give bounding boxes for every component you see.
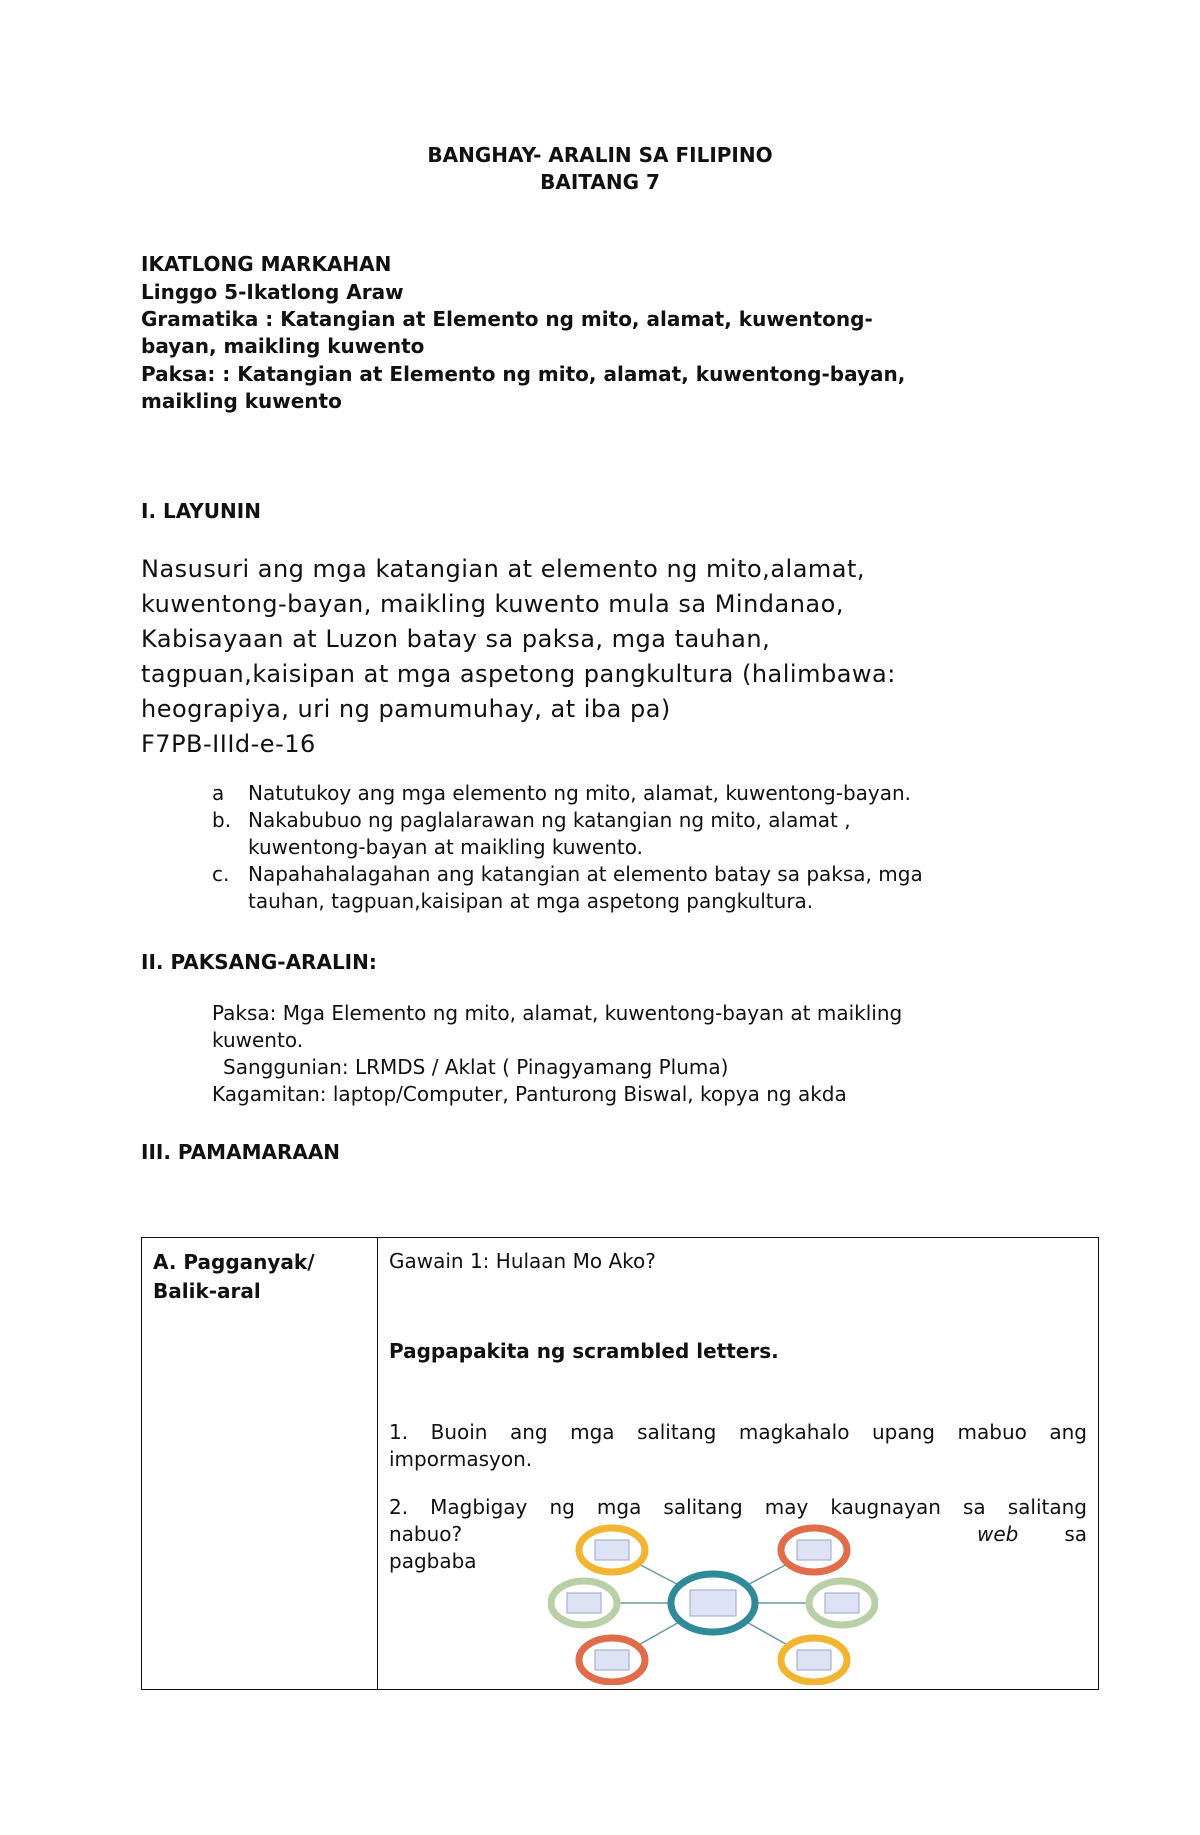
list-marker: a (212, 781, 225, 805)
paksa-line-2: maikling kuwento (141, 389, 342, 413)
layunin-heading: I. LAYUNIN (141, 499, 261, 523)
web-node-top-left (579, 1528, 645, 1572)
list-item: b. Nakabubuo ng paglalarawan ng katangian ng mito, alamat , kuwentong-bayan at maikling kuwento. (212, 808, 851, 859)
web-node-top-right (781, 1528, 847, 1572)
step-1: 1. Buoin ang mga salitang magkahalo upang mabuo ang impormasyon. (389, 1420, 1087, 1471)
web-node-bottom-left (579, 1638, 645, 1682)
week-day-label: Linggo 5-Ikatlong Araw (141, 280, 404, 304)
competency-code: F7PB-IIId-e-16 (141, 730, 316, 758)
pamamaraan-heading: III. PAMAMARAAN (141, 1140, 341, 1164)
web-node-right (809, 1581, 875, 1625)
gramatika-line-2: bayan, maikling kuwento (141, 334, 425, 358)
objective-line: tagpuan,kaisipan at mga aspetong pangkultura (halimbawa: (141, 660, 896, 688)
sanggunian-text: Sanggunian: LRMDS / Aklat ( Pinagyamang Pluma) (223, 1055, 729, 1079)
paksa-text: Paksa: Mga Elemento ng mito, alamat, kuwentong-bayan at maikling (212, 1001, 903, 1025)
row-label-cell: A. Pagganyak/ Balik-aral (142, 1238, 378, 1690)
gramatika-line-1: Gramatika : Katangian at Elemento ng mito, alamat, kuwentong- (141, 307, 873, 331)
web-node-center (671, 1574, 755, 1632)
list-marker: b. (212, 808, 232, 832)
concept-web-diagram (548, 1520, 878, 1685)
kagamitan-text: Kagamitan: laptop/Computer, Panturong Biswal, kopya ng akda (212, 1082, 847, 1106)
gawain-title: Gawain 1: Hulaan Mo Ako? (389, 1249, 656, 1273)
objective-line: kuwentong-bayan, maikling kuwento mula sa Mindanao, (141, 590, 844, 618)
objective-line: heograpiya, uri ng pamumuhay, at iba pa) (141, 695, 671, 723)
web-node-bottom-right (781, 1638, 847, 1682)
list-item: a Natutukoy ang mga elemento ng mito, alamat, kuwentong-bayan. (212, 781, 912, 805)
step-2: 2. Magbigay ng mga salitang may kaugnayan sa salitang nabuo? web sa pagbaba (389, 1495, 1087, 1573)
list-item: c. Napahahalagahan ang katangian at elemento batay sa paksa, mga tauhan, tagpuan,kaisipan at mga aspetong pangkultura. (212, 862, 923, 913)
document-title: BANGHAY- ARALIN SA FILIPINO (427, 143, 773, 167)
objective-paragraph (141, 552, 1041, 762)
objective-line: Nasusuri ang mga katangian at elemento ng mito,alamat, (141, 555, 866, 583)
quarter-label: IKATLONG MARKAHAN (141, 252, 392, 276)
web-node-left (551, 1581, 617, 1625)
paksa-line-1: Paksa: : Katangian at Elemento ng mito, alamat, kuwentong-bayan, (141, 362, 906, 386)
activity-subheading: Pagpapakita ng scrambled letters. (389, 1339, 779, 1363)
objectives-list (212, 780, 1072, 915)
paksa-text-cont: kuwento. (212, 1028, 304, 1052)
paksang-aralin-body (212, 1000, 1072, 1108)
list-marker: c. (212, 862, 230, 886)
objective-line: Kabisayaan at Luzon batay sa paksa, mga tauhan, (141, 625, 771, 653)
grade-level: BAITANG 7 (540, 170, 660, 194)
paksang-aralin-heading: II. PAKSANG-ARALIN: (141, 950, 377, 974)
